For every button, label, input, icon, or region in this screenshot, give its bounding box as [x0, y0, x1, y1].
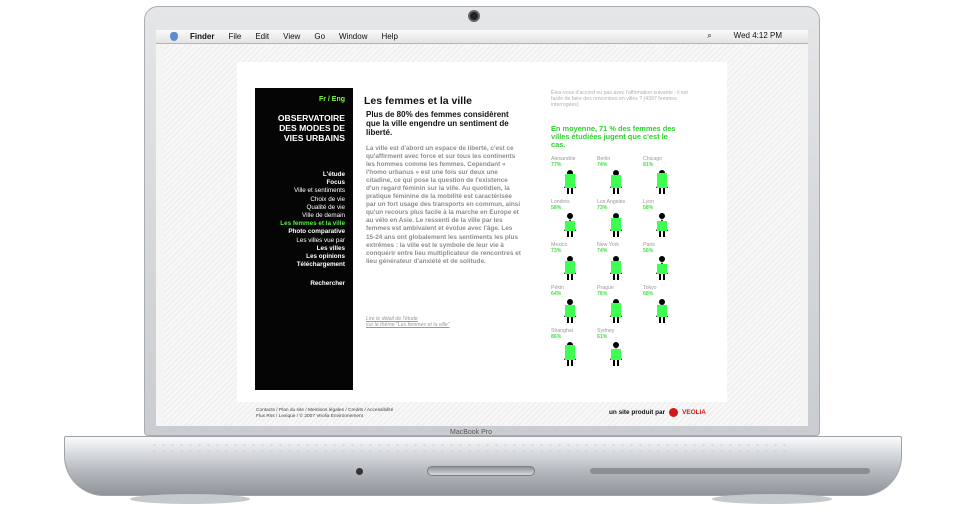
menu-window[interactable]: Window — [339, 32, 368, 41]
city-percent: 74% — [597, 248, 608, 254]
veolia-brand[interactable]: VEOLIA — [682, 409, 706, 416]
site-title: OBSERVATOIRE DES MODES DE VIES URBAINS — [277, 113, 345, 143]
nav-item-rechercher[interactable]: Rechercher — [310, 280, 345, 288]
city-stat — [551, 328, 596, 368]
city-name: Tokyo — [643, 285, 657, 291]
nav-item-photo-comparative[interactable]: Photo comparative — [288, 228, 345, 236]
city-percent: 56% — [643, 248, 654, 254]
nav-item-qualite-de-vie[interactable]: Qualité de vie — [306, 203, 345, 211]
city-percent: 68% — [643, 291, 654, 297]
nav-item-choix-de-vie[interactable]: Choix de vie — [310, 195, 345, 203]
footer-brand — [609, 408, 706, 417]
woman-figure-icon — [656, 256, 668, 280]
woman-figure-icon — [610, 256, 622, 280]
city-stat — [643, 242, 688, 282]
city-name: Chicago — [643, 156, 663, 162]
city-percent: 81% — [643, 162, 654, 168]
city-stat — [551, 285, 596, 325]
city-stat — [643, 156, 688, 196]
city-name: Londres — [551, 199, 570, 205]
city-stat — [597, 242, 642, 282]
city-name: Prague — [597, 285, 614, 291]
menu-edit[interactable]: Edit — [255, 32, 270, 41]
woman-figure-icon — [564, 170, 576, 194]
menu-file[interactable]: File — [228, 32, 242, 41]
woman-figure-icon — [564, 256, 576, 280]
poll-question: Êtes-vous d'accord ou pas avec l'affirmation suivante : il est facile de faire des rencontres en villes ? (4397 femmes interrogées) — [551, 90, 688, 109]
city-name: New York — [597, 242, 619, 248]
city-stat — [551, 156, 596, 196]
city-name: Lyon — [643, 199, 655, 205]
nav-item-les-opinions[interactable]: Les opinions — [306, 253, 345, 261]
city-stat — [597, 285, 642, 325]
nav-item-femmes-et-ville[interactable]: Les femmes et la ville — [280, 220, 345, 228]
article-lead: Plus de 80% des femmes considèrent que la ville engendre un sentiment de liberté. — [366, 110, 509, 137]
article-body: La ville est d'abord un espace de liberté, c'est ce qu'affirment avec force et sur tous les continents les hommes comme les femmes. Cependant « l'homo urbanus » est une fois sur deux une citadine, ce qui pose la question de l'existence d'un regard féminin sur la ville. Au quotidien, la pratique féminine de la mobilité est caractérisée par un fort usage des transports en commun, ainsi qu'un recours plus facile à la marche en Europe et au vélo en Asie. Le ressenti de la ville par les femmes est ambivalent et évolue avec l'âge. Les 15-24 ans ont globalement les sentiments les plus extrêmes : la ville est le symbole de leur vie à conquérir entre lieu multiplicateur de rencontres et lieu générateur d'anxiété et de solitude. — [366, 145, 521, 265]
laptop-brand: MacBook Pro — [450, 429, 493, 436]
apple-icon[interactable] — [170, 32, 178, 41]
city-name: Los Angeles — [597, 199, 626, 205]
keyboard-speaker-pattern — [150, 442, 790, 454]
woman-figure-icon — [656, 299, 668, 323]
laptop-foot-left — [130, 494, 250, 504]
nav-item-etude[interactable]: L'étude — [322, 171, 345, 178]
nav-item-villes-vue-par[interactable]: Les villes vue par — [296, 236, 345, 244]
nav-item-ville-de-demain[interactable]: Ville de demain — [302, 212, 345, 220]
produced-by-label: un site produit par — [609, 409, 666, 416]
nav-item-telechargement[interactable]: Téléchargement — [296, 261, 345, 269]
woman-figure-icon — [610, 170, 622, 194]
nav-item-ville-sentiments[interactable]: Ville et sentiments — [294, 187, 345, 195]
woman-figure-icon — [610, 213, 622, 237]
menu-finder[interactable]: Finder — [190, 32, 215, 41]
city-name: Pékin — [551, 285, 564, 291]
city-stat — [643, 199, 688, 239]
veolia-logo-icon[interactable] — [669, 408, 678, 417]
woman-figure-icon — [564, 342, 576, 366]
city-stat — [551, 199, 596, 239]
woman-figure-icon — [656, 213, 668, 237]
city-name: Shanghai — [551, 328, 573, 334]
city-percent: 77% — [551, 162, 562, 168]
poll-stat: En moyenne, 71 % des femmes des villes étudiées jugent que c'est le cas. — [551, 124, 676, 150]
city-name: Sydney — [597, 328, 615, 334]
city-percent: 76% — [597, 291, 608, 297]
read-more-line-2[interactable]: sur le thème "Les femmes et la ville" — [366, 322, 450, 329]
city-percent: 58% — [643, 205, 654, 211]
menu-help[interactable]: Help — [381, 32, 398, 41]
latch-button — [427, 466, 535, 476]
footer-links-line[interactable]: Contacts / Plan du site / Mentions légales / Credits / Accessibilité — [256, 408, 394, 413]
language-switch[interactable]: Fr / Eng — [318, 96, 345, 103]
city-percent: 74% — [597, 162, 608, 168]
city-stat — [643, 285, 688, 325]
footer-copyright[interactable]: Flux Rss / Lexique / © 2007 Veolia Environnement — [256, 414, 363, 419]
city-stat — [597, 199, 642, 239]
read-more-line-1[interactable]: Lire le détail de l'étude — [366, 316, 418, 322]
woman-figure-icon — [610, 342, 622, 366]
woman-figure-icon — [564, 299, 576, 323]
city-percent: 73% — [551, 248, 562, 254]
spotlight-icon[interactable]: ⌕ — [707, 31, 712, 40]
site-navigation — [255, 88, 353, 390]
nav-item-focus[interactable]: Focus — [326, 179, 345, 187]
camera-icon — [468, 10, 480, 22]
footer-links — [256, 408, 496, 420]
city-name: Alexandrie — [551, 156, 576, 162]
article-title: Les femmes et la ville — [364, 95, 472, 107]
city-name: Berlin — [597, 156, 611, 162]
city-grid — [551, 156, 701, 376]
woman-figure-icon — [564, 213, 576, 237]
city-percent: 58% — [551, 205, 562, 211]
city-percent: 86% — [551, 334, 562, 340]
city-percent: 73% — [597, 205, 608, 211]
city-percent: 64% — [551, 291, 562, 297]
menu-go[interactable]: Go — [314, 32, 326, 41]
sleep-led — [356, 468, 363, 475]
city-name: Mexico — [551, 242, 568, 248]
nav-item-les-villes[interactable]: Les villes — [316, 244, 345, 252]
city-stat — [551, 242, 596, 282]
woman-figure-icon — [656, 170, 668, 194]
nav-list — [280, 171, 345, 289]
clock[interactable]: Wed 4:12 PM — [733, 31, 782, 40]
laptop-foot-right — [712, 494, 832, 504]
city-percent: 61% — [597, 334, 608, 340]
woman-figure-icon — [610, 299, 622, 323]
city-stat — [597, 328, 642, 368]
menu-view[interactable]: View — [283, 32, 301, 41]
laptop-vent — [590, 468, 870, 474]
read-more-link[interactable] — [366, 316, 450, 328]
mac-menubar — [156, 30, 808, 44]
city-stat — [597, 156, 642, 196]
city-name: Paris — [643, 242, 655, 248]
